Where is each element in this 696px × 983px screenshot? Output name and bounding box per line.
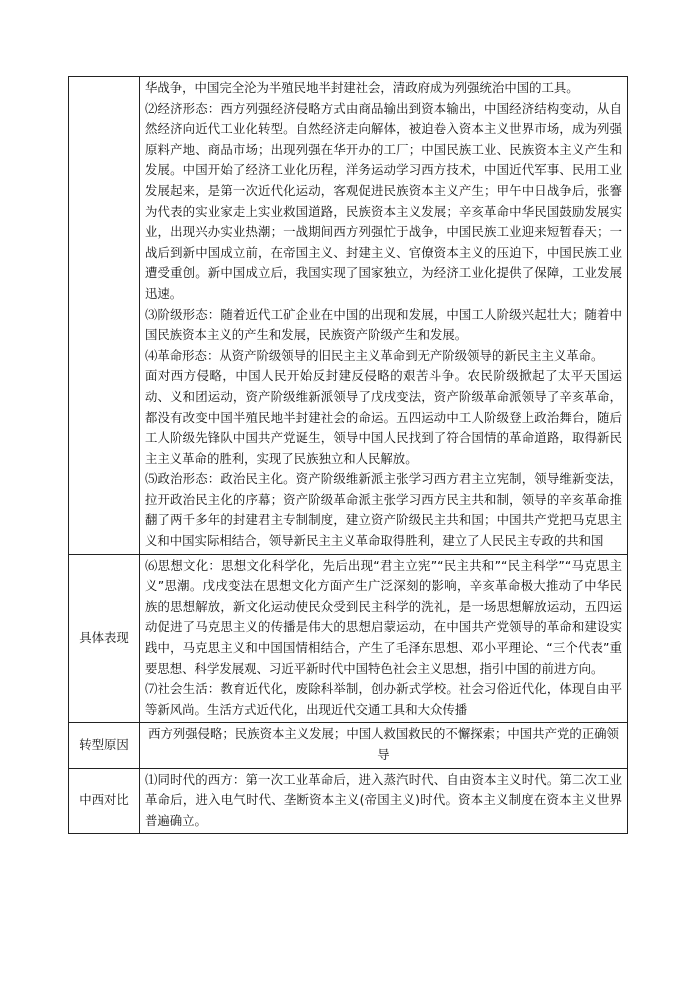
table-row: [69, 554, 628, 723]
table-row: [69, 768, 628, 834]
table-row: [69, 723, 628, 768]
paragraph-political-form: ⑸政治形态：政治民主化。资产阶级维新派主张学习西方君主立宪制，领导维新变法，拉开政治民主化的序幕；资产阶级革命派主张学习西方民主共和制，领导的辛亥革命推翻了两千多年的封建君主专制制度，建立资产阶级民主共和国；中国共产党把马克思主义和中国实际相结合，领导新民主主义革命取得胜利，建立了人民民主专政的共和国: [145, 471, 622, 549]
row-content-reasons: [140, 723, 628, 768]
paragraph-economic-form: ⑵经济形态：西方列强经济侵略方式由商品输出到资本输出，中国经济结构变动，从自然经济向近代工业化转型。自然经济走向解体，被迫卷入资本主义世界市场，成为列强原料产地、商品市场；出现列强在华开办的工厂；中国民族工业、民族资本主义产生和发展。中国开始了经济工业化历程，洋务运动学习西方技术，中国近代军事、民用工业发展起来，是第一次近代化运动，客观促进民族资本主义产生；甲午中日战争后，张謇为代表的实业家走上实业救国道路，民族资本主义发展；辛亥革命中华民国鼓励发展实业，出现兴办实业热潮；一战期间西方列强忙于战争，中国民族工业迎来短暂春天；一战后到新中国成立前，在帝国主义、封建主义、官僚资本主义的压迫下，中国民族工业遭受重创。新中国成立后，我国实现了国家独立，为经济工业化提供了保障，工业发展迅速。: [145, 100, 622, 301]
paragraph-reasons: 西方列强侵略；民族资本主义发展；中国人救国救民的不懈探索；中国共产党的正确领导: [148, 726, 619, 762]
table-row: [69, 77, 628, 555]
paragraph-thought-culture: ⑹思想文化：思想文化科学化，先后出现“君主立宪”“民主共和”“民主科学”“马克思主义”思潮。戊戌变法在思想文化方面产生广泛深刻的影响，辛亥革命极大推动了中华民族的思想解放，新文化运动使民众受到民主科学的洗礼，是一场思想解放运动，五四运动促进了马克思主义的传播是伟大的思想启蒙运动，在中国共产党领导的革命和建设实践中，马克思主义和中国国情相结合，产生了毛泽东思想、邓小平理论、“三个代表”重要思想、科学发展观、习近平新时代中国特色社会主义思想，指引中国的前进方向。: [145, 557, 622, 676]
row-content-continued: [140, 77, 628, 555]
row-label-manifestations: 具体表现: [69, 554, 140, 723]
paragraph-struggle: 面对西方侵略，中国人民开始反封建反侵略的艰苦斗争。农民阶级掀起了太平天国运动、义和团运动，资产阶级维新派领导了戊戌变法，资产阶级革命派领导了辛亥革命，都没有改变中国半殖民地半封建社会的命运。五四运动中工人阶级登上政治舞台，随后工人阶级先锋队中国共产党诞生，领导中国人民找到了符合国情的革命道路，取得新民主主义革命的胜利，实现了民族独立和人民解放。: [145, 368, 622, 466]
row-label-reasons: 转型原因: [69, 723, 140, 768]
paragraph-class-form: ⑶阶级形态：随着近代工矿企业在中国的出现和发展，中国工人阶级兴起壮大；随着中国民族资本主义的产生和发展，民族资产阶级产生和发展。: [145, 306, 622, 343]
paragraph-revolution-form: ⑷革命形态：从资产阶级领导的旧民主主义革命到无产阶级领导的新民主主义革命。: [145, 347, 604, 363]
row-content-comparison: [140, 768, 628, 834]
row-content-manifestations: [140, 554, 628, 723]
row-label-comparison: 中西对比: [69, 768, 140, 834]
row-label-empty: [69, 77, 140, 555]
content-table: [68, 76, 628, 834]
paragraph-war-conclusion: 华战争，中国完全沦为半殖民地半封建社会，清政府成为列强统治中国的工具。: [145, 80, 579, 95]
paragraph-social-life: ⑺社会生活：教育近代化，废除科举制，创办新式学校。社会习俗近代化，体现自由平等新风尚。生活方式近代化，出现近代交通工具和大众传播: [145, 681, 622, 717]
paragraph-west-comparison: ⑴同时代的西方：第一次工业革命后，进入蒸汽时代、自由资本主义时代。第二次工业革命后，进入电气时代、垄断资本主义(帝国主义)时代。资本主义制度在资本主义世界普遍确立。: [145, 771, 622, 828]
